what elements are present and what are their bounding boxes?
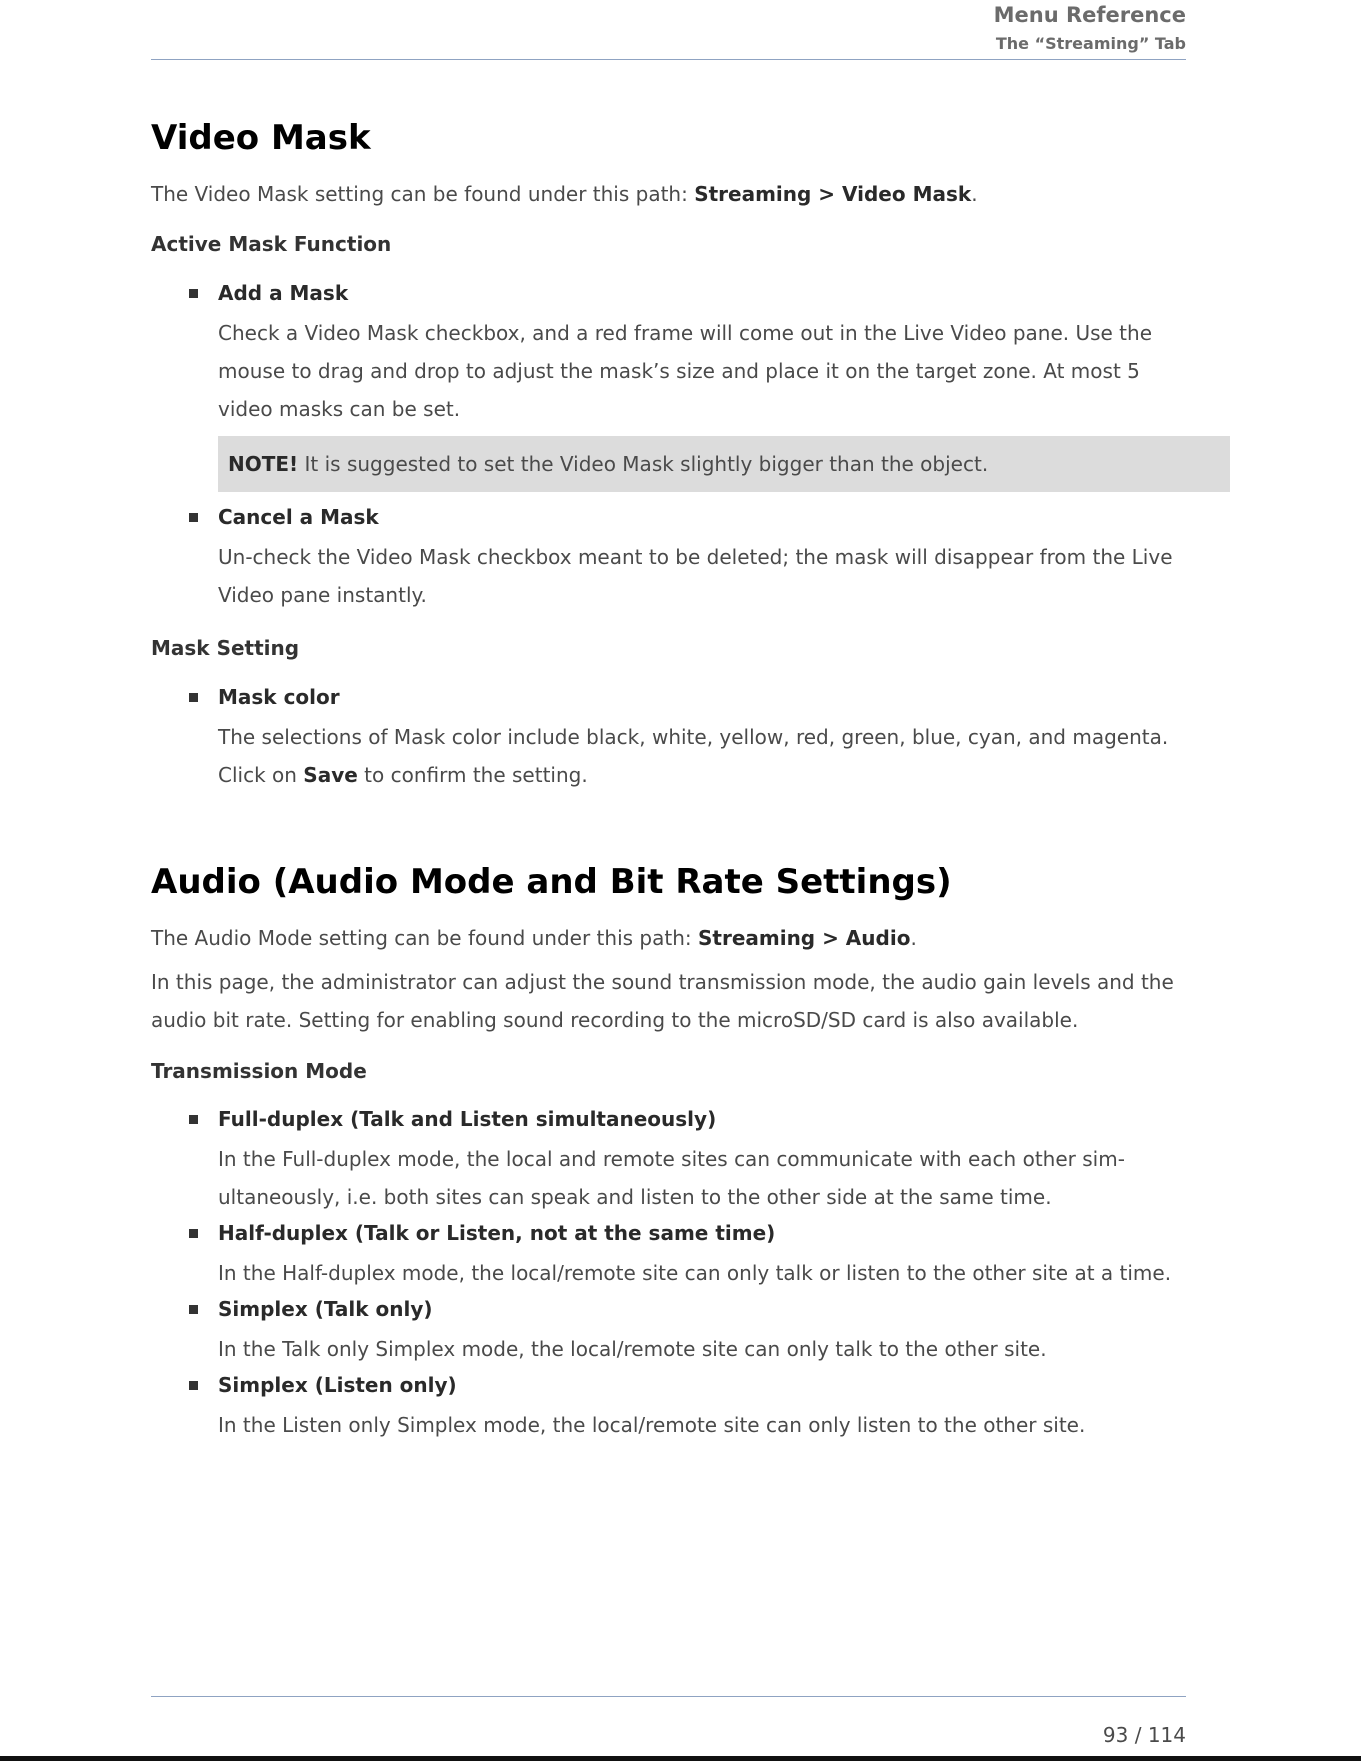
page-edge <box>0 1756 1361 1761</box>
running-header <box>994 0 1186 55</box>
bullet-cancel-mask <box>151 502 1186 614</box>
full-duplex-title: Full-duplex (Talk and Listen simultaneously) <box>218 1107 717 1131</box>
simplex-listen-body: In the Listen only Simplex mode, the local/remote site can only listen to the other site. <box>218 1413 1086 1437</box>
add-mask-body: Check a Video Mask checkbox, and a red frame will come out in the Live Video pane. Use the mouse to drag and drop to adjust the mask’s size and place it on the target zone. At most 5 video masks can be set. <box>218 321 1153 421</box>
note-label: NOTE! <box>228 452 299 476</box>
audio-heading: Audio (Audio Mode and Bit Rate Settings) <box>151 862 952 902</box>
bullet-simplex-talk <box>151 1294 1186 1368</box>
bullet-square-icon <box>189 289 198 298</box>
video-mask-intro <box>151 175 1186 213</box>
mask-color-body <box>218 718 1186 794</box>
add-mask-title: Add a Mask <box>218 281 349 305</box>
bullet-square-icon <box>189 1381 198 1390</box>
mask-color-title: Mask color <box>218 685 340 709</box>
footer-rule <box>151 1696 1186 1697</box>
video-mask-intro-suffix: . <box>971 182 978 206</box>
header-title: Menu Reference <box>993 3 1186 27</box>
save-keyword: Save <box>303 763 358 787</box>
bullet-square-icon <box>189 1305 198 1314</box>
active-mask-heading: Active Mask Function <box>151 232 392 256</box>
audio-intro-text: The Audio Mode setting can be found under this path: <box>151 926 698 950</box>
page-number: 93 / 114 <box>1102 1723 1186 1747</box>
bullet-square-icon <box>189 693 198 702</box>
video-mask-path: Streaming > Video Mask <box>694 182 972 206</box>
audio-intro-suffix: . <box>910 926 917 950</box>
mask-color-suffix: to confirm the setting. <box>357 763 588 787</box>
page-content <box>151 100 1186 1444</box>
bullet-simplex-listen <box>151 1370 1186 1444</box>
simplex-talk-body: In the Talk only Simplex mode, the local/remote site can only talk to the other site. <box>218 1337 1047 1361</box>
header-rule <box>151 59 1186 60</box>
bullet-square-icon <box>189 1229 198 1238</box>
header-subtitle: The “Streaming” Tab <box>995 34 1186 53</box>
mask-color-text: The selections of Mask color include black, white, yellow, red, green, blue, cyan, and magenta. Click on <box>218 725 1169 787</box>
audio-intro-2: In this page, the administrator can adjust the sound transmission mode, the audio gain levels and the audio bit rate. Setting for enabling sound recording to the microSD/SD card is also available. <box>151 970 1174 1032</box>
audio-path: Streaming > Audio <box>697 926 911 950</box>
half-duplex-title: Half-duplex (Talk or Listen, not at the same time) <box>218 1221 776 1245</box>
bullet-half-duplex <box>151 1218 1186 1292</box>
video-mask-intro-text: The Video Mask setting can be found under this path: <box>151 182 695 206</box>
mask-setting-heading: Mask Setting <box>151 636 300 660</box>
cancel-mask-title: Cancel a Mask <box>218 505 379 529</box>
audio-intro <box>151 919 1186 957</box>
bullet-square-icon <box>189 1115 198 1124</box>
cancel-mask-body: Un-check the Video Mask checkbox meant to be deleted; the mask will disappear from the Live Video pane instantly. <box>218 545 1173 607</box>
half-duplex-body: In the Half-duplex mode, the local/remote site can only talk or listen to the other site at a time. <box>218 1261 1172 1285</box>
bullet-add-mask <box>151 278 1186 428</box>
transmission-mode-heading: Transmission Mode <box>151 1059 367 1083</box>
simplex-talk-title: Simplex (Talk only) <box>218 1297 433 1321</box>
bullet-mask-color <box>151 682 1186 794</box>
note-box <box>218 436 1230 492</box>
bullet-full-duplex <box>151 1104 1186 1216</box>
full-duplex-body: In the Full-duplex mode, the local and remote sites can communicate with each other sim-ultaneously, i.e. both sites can speak and listen to the other side at the same time. <box>218 1147 1125 1209</box>
note-text: It is suggested to set the Video Mask slightly bigger than the object. <box>298 452 989 476</box>
bullet-square-icon <box>189 513 198 522</box>
video-mask-heading: Video Mask <box>151 118 371 158</box>
simplex-listen-title: Simplex (Listen only) <box>218 1373 457 1397</box>
